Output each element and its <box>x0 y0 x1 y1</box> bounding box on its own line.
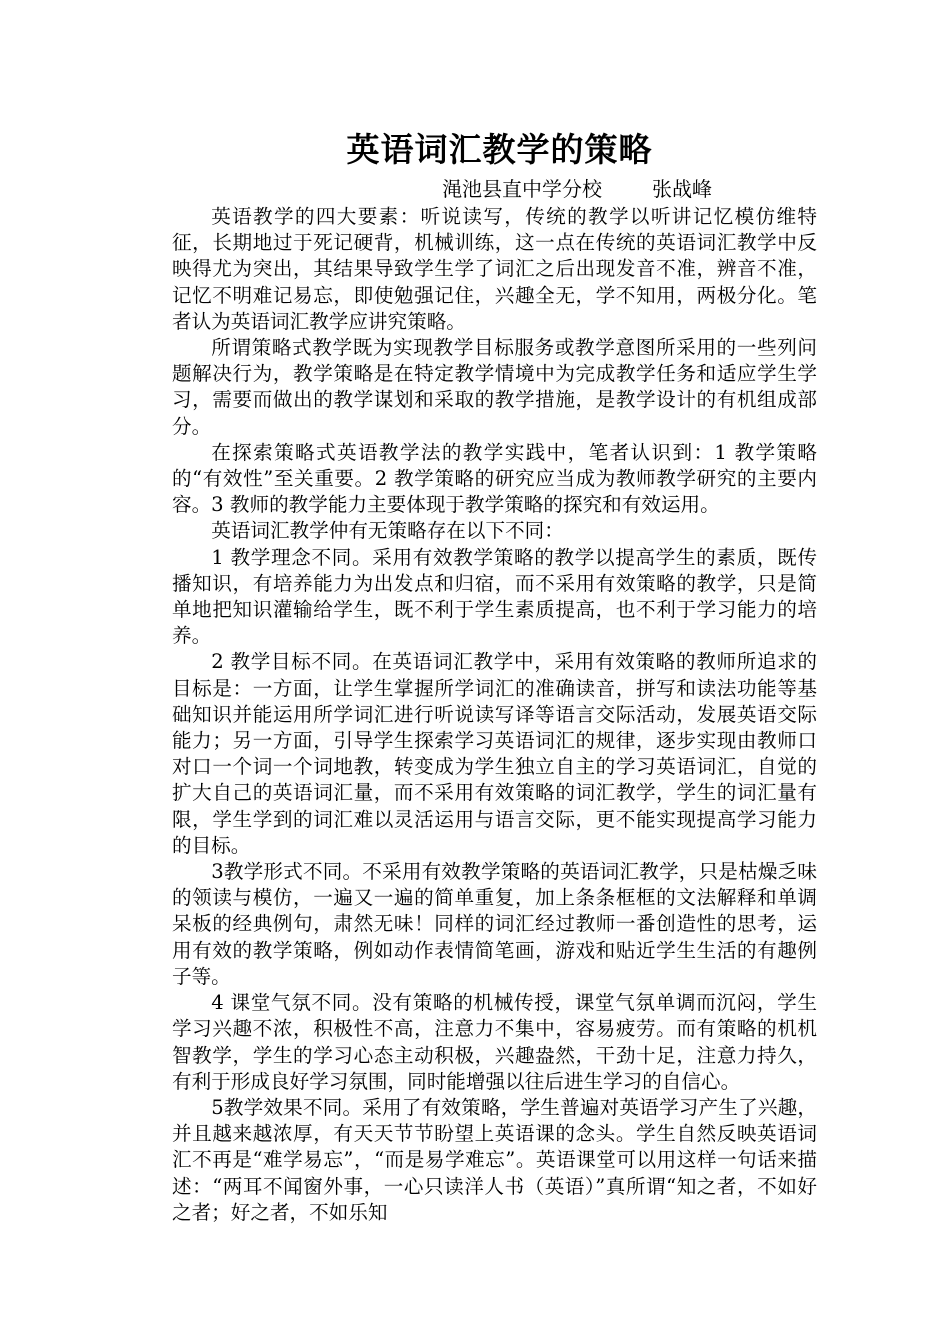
author-school: 渑池县直中学分校 <box>442 177 602 201</box>
document-page <box>172 128 817 1226</box>
document-body <box>172 204 817 1226</box>
paragraph: 在探索策略式英语教学法的教学实践中，笔者认识到：1 教学策略的“有效性”至关重要。2 教学策略的研究应当成为教师教学研究的主要内容。3 教师的教学能力主要体现于教学策略的探究和有效运用。 <box>172 440 817 517</box>
paragraph: 英语教学的四大要素：听说读写，传统的教学以听讲记忆模仿维特征，长期地过于死记硬背，机械训练，这一点在传统的英语词汇教学中反映得尤为突出，其结果导致学生学了词汇之后出现发音不准，辨音不准，记忆不明难记易忘，即使勉强记住，兴趣全无，学不知用，两极分化。笔者认为英语词汇教学应讲究策略。 <box>172 205 817 333</box>
author-name: 张战峰 <box>652 177 712 201</box>
paragraph: 4 课堂气氛不同。没有策略的机械传授，课堂气氛单调而沉闷，学生学习兴趣不浓，积极性不高，注意力不集中，容易疲劳。而有策略的机机智教学，学生的学习心态主动积极，兴趣盎然，干劲十足，注意力持久，有利于形成良好学习氛围，同时能增强以往后进生学习的自信心。 <box>172 991 817 1093</box>
document-title: 英语词汇教学的策略 <box>346 130 653 169</box>
paragraph: 1 教学理念不同。采用有效教学策略的教学以提高学生的素质，既传播知识，有培养能力为出发点和归宿，而不采用有效策略的教学，只是简单地把知识灌输给学生，既不利于学生素质提高，也不利于学习能力的培养。 <box>172 545 817 648</box>
paragraph: 3教学形式不同。不采用有效教学策略的英语词汇教学，只是枯燥乏味的领读与模仿，一遍又一遍的简单重复，加上条条框框的文法解释和单调呆板的经典例句，肃然无味！同样的词汇经过教师一番创造性的思考，运用有效的教学策略，例如动作表情简笔画，游戏和贴近学生生活的有趣例子等。 <box>172 860 817 988</box>
paragraph: 2 教学目标不同。在英语词汇教学中，采用有效策略的教师所追求的目标是：一方面，让学生掌握所学词汇的准确读音，拼写和读法功能等基础知识并能运用所学词汇进行听说读写译等语言交际活动，发展英语交际能力；另一方面，引导学生探索学习英语词汇的规律，逐步实现由教师口对口一个词一个词地教，转变成为学生独立自主的学习英语词汇，自觉的扩大自己的英语词汇量，而不采用有效策略的词汇教学，学生的词汇量有限，学生学到的词汇难以灵活运用与语言交际，更不能实现提高学习能力的目标。 <box>172 650 817 857</box>
paragraph: 5教学效果不同。采用了有效策略，学生普遍对英语学习产生了兴趣，并且越来越浓厚，有天天节节盼望上英语课的念头。学生自然反映英语词汇不再是“难学易忘”，“而是易学难忘”。英语课堂可以用这样一句话来描述：“两耳不闻窗外事，一心只读洋人书（英语）”真所谓“知之者，不如好之者；好之者，不如乐知 <box>172 1095 817 1224</box>
byline <box>172 174 817 204</box>
paragraph: 所谓策略式教学既为实现教学目标服务或教学意图所采用的一些列问题解决行为，教学策略是在特定教学情境中为完成教学任务和适应学生学习，需要而做出的教学谋划和采取的教学措施，是教学设计的有机组成部分。 <box>172 336 817 438</box>
paragraph: 英语词汇教学仲有无策略存在以下不同： <box>211 519 564 543</box>
